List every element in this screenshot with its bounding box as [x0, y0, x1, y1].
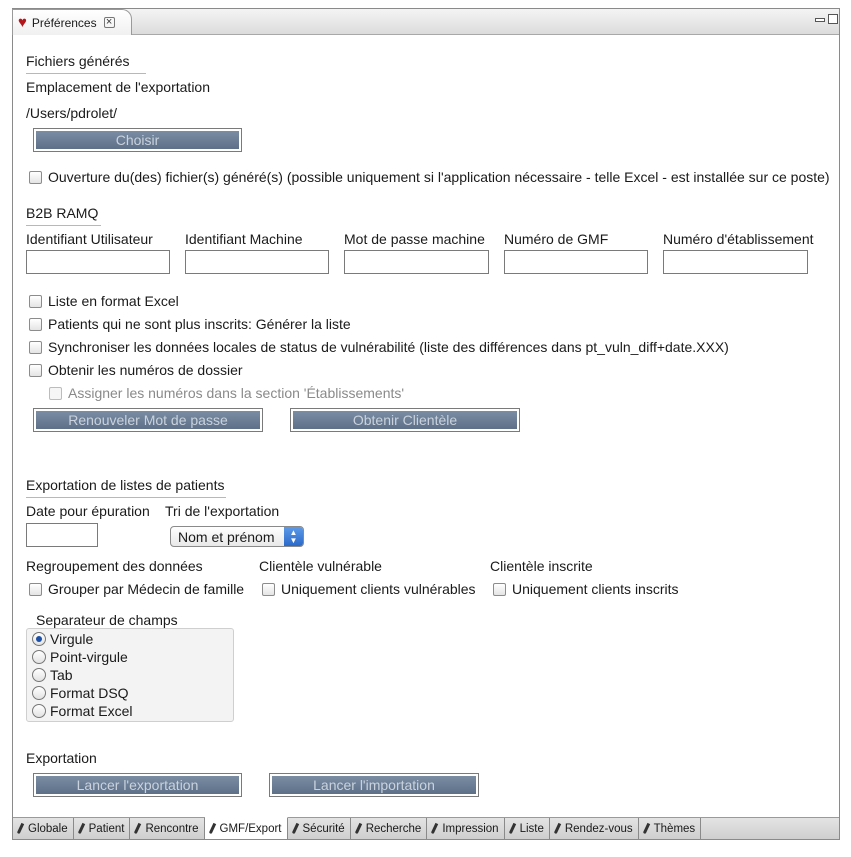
tab-patient[interactable]: Patient [74, 818, 131, 839]
grouping-label: Regroupement des données [26, 558, 203, 574]
checkbox-box[interactable] [262, 583, 275, 596]
establishment-number-label: Numéro d'établissement [663, 231, 814, 247]
tab-globale[interactable]: Globale [13, 818, 74, 839]
tab-rencontre[interactable]: Rencontre [130, 818, 204, 839]
establishment-number-input[interactable] [663, 250, 808, 274]
machine-id-input[interactable] [185, 250, 329, 274]
purge-date-label: Date pour épuration [26, 503, 150, 519]
section-divider [26, 73, 146, 74]
view-tab-label: Préférences [31, 15, 97, 30]
tab-themes[interactable]: Thèmes [639, 818, 702, 839]
section-title-export: Exportation de listes de patients [26, 477, 225, 493]
tab-impression[interactable]: Impression [427, 818, 504, 839]
preferences-window [12, 8, 840, 840]
separator-label: Separateur de champs [36, 612, 178, 628]
select-arrows-icon: ▲ ▼ [284, 527, 303, 546]
vulnerable-only-checkbox[interactable]: Uniquement clients vulnérables [262, 581, 476, 597]
tab-gmf-export[interactable]: GMF/Export [205, 817, 288, 839]
renew-password-button[interactable]: Renouveler Mot de passe [33, 408, 263, 432]
checkbox-box[interactable] [29, 171, 42, 184]
user-id-label: Identifiant Utilisateur [26, 231, 153, 247]
radio-format-excel[interactable]: Format Excel [32, 703, 132, 719]
registered-label: Clientèle inscrite [490, 558, 593, 574]
choose-button[interactable]: Choisir [33, 128, 242, 152]
view-tab-preferences[interactable] [12, 9, 132, 35]
get-clientele-button[interactable]: Obtenir Clientèle [290, 408, 520, 432]
radio-button[interactable] [32, 650, 46, 664]
checkbox-box[interactable] [493, 583, 506, 596]
gmf-number-label: Numéro de GMF [504, 231, 609, 247]
section-title-b2b: B2B RAMQ [26, 205, 99, 221]
radio-button[interactable] [32, 704, 46, 718]
purge-date-input[interactable] [26, 523, 98, 547]
sort-label: Tri de l'exportation [165, 503, 280, 519]
checkbox-box[interactable] [29, 583, 42, 596]
preferences-tab-bar [13, 817, 839, 839]
pencil-icon [508, 823, 515, 834]
radio-button[interactable] [32, 668, 46, 682]
radio-button[interactable] [32, 686, 46, 700]
open-files-checkbox[interactable]: Ouverture du(des) fichier(s) généré(s) (possible uniquement si l'application nécessaire - telle Excel - est installée sur ce poste) [29, 169, 830, 185]
pencil-icon [642, 823, 649, 834]
tab-securite[interactable]: Sécurité [288, 818, 351, 839]
pencil-icon [431, 823, 438, 834]
heart-icon: ♥ [18, 14, 27, 31]
radio-button[interactable] [32, 632, 46, 646]
tab-liste[interactable]: Liste [505, 818, 550, 839]
sort-select[interactable]: Nom et prénom ▲ ▼ [170, 526, 304, 547]
get-file-numbers-checkbox[interactable]: Obtenir les numéros de dossier [29, 362, 243, 378]
checkbox-box[interactable] [29, 318, 42, 331]
radio-tab[interactable]: Tab [32, 667, 73, 683]
user-id-input[interactable] [26, 250, 170, 274]
registered-only-checkbox[interactable]: Uniquement clients inscrits [493, 581, 679, 597]
pencil-icon [17, 823, 24, 834]
machine-id-label: Identifiant Machine [185, 231, 303, 247]
export-location-label: Emplacement de l'exportation [26, 79, 210, 95]
radio-point-virgule[interactable]: Point-virgule [32, 649, 128, 665]
pencil-icon [77, 823, 84, 834]
assign-numbers-checkbox[interactable]: Assigner les numéros dans la section 'Établissements' [49, 385, 404, 401]
export-path: /Users/pdrolet/ [26, 105, 118, 121]
view-tab-bar [13, 9, 839, 35]
launch-export-button[interactable]: Lancer l'exportation [33, 773, 242, 797]
machine-password-input[interactable] [344, 250, 489, 274]
checkbox-box[interactable] [29, 295, 42, 308]
machine-password-label: Mot de passe machine [344, 231, 485, 247]
checkbox-box[interactable] [29, 341, 42, 354]
section-divider [26, 225, 101, 226]
vulnerable-label: Clientèle vulnérable [259, 558, 382, 574]
excel-list-checkbox[interactable]: Liste en format Excel [29, 293, 179, 309]
section-title-fichiers: Fichiers générés [26, 53, 130, 69]
pencil-icon [554, 823, 561, 834]
close-icon[interactable]: × [104, 17, 115, 28]
tab-recherche[interactable]: Recherche [351, 818, 428, 839]
pencil-icon [355, 823, 362, 834]
radio-virgule[interactable]: Virgule [32, 631, 93, 647]
exportation-label: Exportation [26, 750, 97, 766]
checkbox-box[interactable] [29, 364, 42, 377]
tab-rendez-vous[interactable]: Rendez-vous [550, 818, 639, 839]
pencil-icon [291, 823, 298, 834]
sync-vulnerability-checkbox[interactable]: Synchroniser les données locales de status de vulnérabilité (liste des différences dans pt_vuln_diff+date.XXX) [29, 339, 729, 355]
pencil-icon [134, 823, 141, 834]
preferences-content [13, 36, 839, 816]
maximize-icon[interactable] [828, 14, 838, 24]
pencil-icon [208, 823, 215, 834]
group-by-doctor-checkbox[interactable]: Grouper par Médecin de famille [29, 581, 244, 597]
section-divider [26, 497, 226, 498]
radio-format-dsq[interactable]: Format DSQ [32, 685, 129, 701]
unregistered-patients-checkbox[interactable]: Patients qui ne sont plus inscrits: Générer la liste [29, 316, 351, 332]
minimize-icon[interactable] [815, 18, 825, 22]
gmf-number-input[interactable] [504, 250, 648, 274]
separator-group [26, 628, 234, 722]
checkbox-box[interactable] [49, 387, 62, 400]
launch-import-button[interactable]: Lancer l'importation [269, 773, 479, 797]
